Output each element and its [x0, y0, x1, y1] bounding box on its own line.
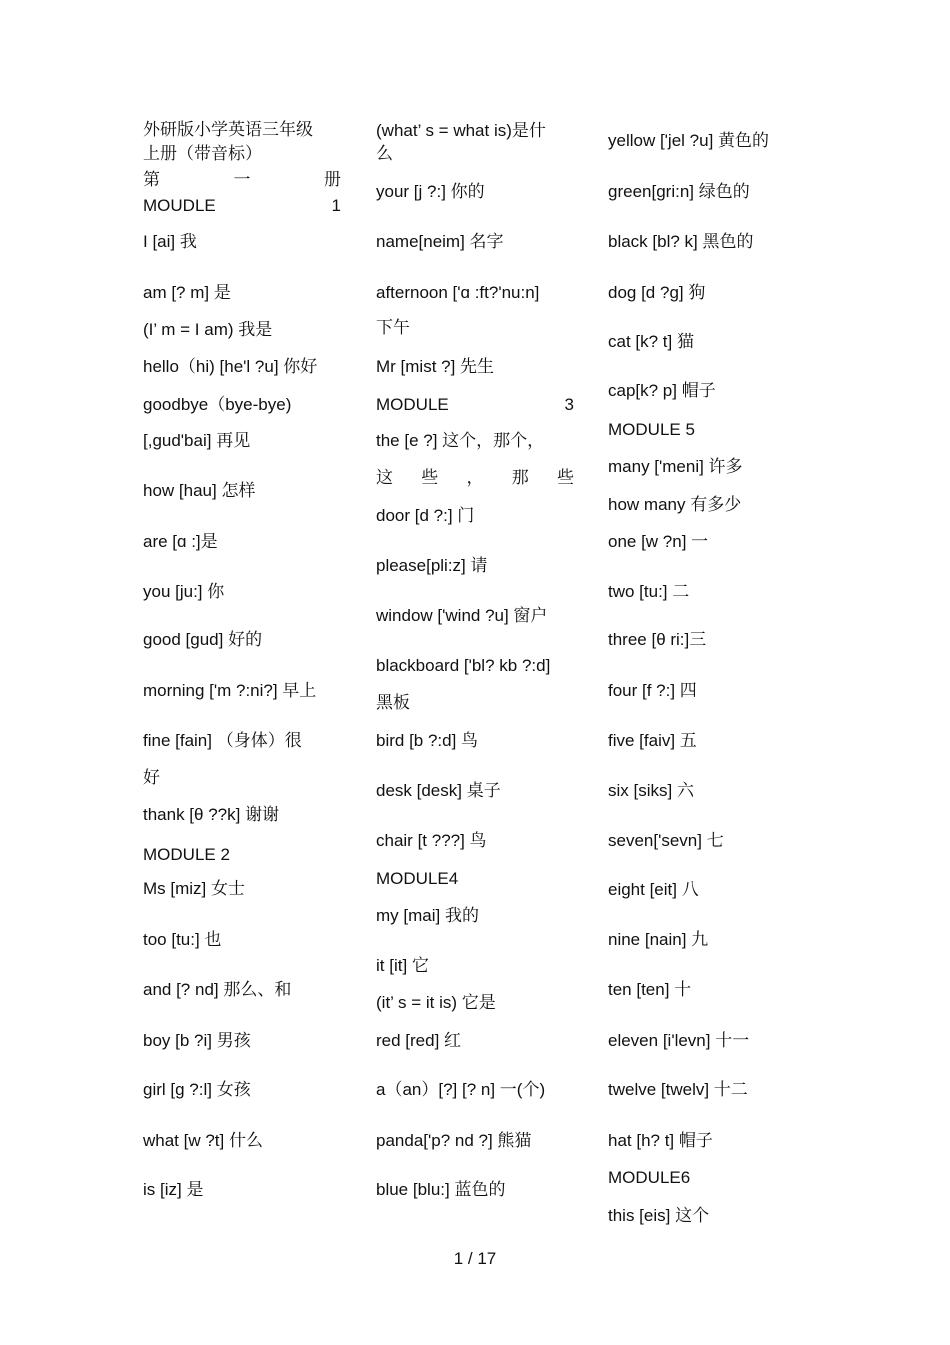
vocab-entry: panda['p? nd ?] 熊猫	[376, 1131, 532, 1150]
vocab-entry: desk [desk] 桌子	[376, 781, 501, 800]
vocab-entry: one [w ?n] 一	[608, 532, 709, 551]
volume-heading-part: 册	[324, 170, 341, 189]
vocab-entry: and [? nd] 那么、和	[143, 980, 292, 999]
vocab-char: 这	[376, 468, 393, 487]
vocab-entry: yellow ['jel ?u] 黄色的	[608, 131, 770, 150]
volume-heading	[143, 169, 341, 191]
vocab-entry: dog [d ?g] 狗	[608, 283, 706, 302]
vocab-entry: green[gri:n] 绿色的	[608, 182, 750, 201]
vocab-entry: hat [h? t] 帽子	[608, 1131, 713, 1150]
vocab-entry: a（an）[?] [? n] 一(个)	[376, 1080, 546, 1099]
module-heading: MODULE4	[376, 869, 459, 888]
vocab-entry: two [tu:] 二	[608, 582, 690, 601]
module-heading-number: 1	[331, 196, 341, 215]
vocab-entry: thank [θ ??k] 谢谢	[143, 805, 280, 824]
vocab-entry: three [θ ri:]三	[608, 630, 707, 649]
module-heading: MODULE 5	[608, 420, 695, 439]
vocab-entry: seven['sevn] 七	[608, 831, 724, 850]
vocab-entry: blackboard ['bl? kb ?:d]	[376, 656, 551, 675]
vocab-entry: black [bl? k] 黑色的	[608, 232, 754, 251]
vocab-char: ，	[466, 468, 484, 487]
module-heading-number: 3	[564, 395, 574, 414]
module-heading	[143, 195, 341, 217]
vocab-entry: are [ɑ :]是	[143, 532, 218, 551]
vocab-char: 那	[511, 468, 529, 487]
module-heading: MODULE 2	[143, 845, 230, 864]
vocab-entry: chair [t ???] 鸟	[376, 831, 487, 850]
vocab-entry: nine [nain] 九	[608, 930, 709, 949]
vocab-entry: door [d ?:] 门	[376, 506, 475, 525]
module-heading-label: MOUDLE	[143, 196, 216, 215]
vocab-entry: is [iz] 是	[143, 1180, 204, 1199]
vocab-entry: please[pli:z] 请	[376, 556, 488, 575]
vocab-entry: am [? m] 是	[143, 283, 231, 302]
module-heading	[376, 394, 574, 416]
vocab-entry: window ['wind ?u] 窗户	[376, 606, 548, 625]
vocab-entry: it [it] 它	[376, 956, 429, 975]
vocab-entry: six [siks] 六	[608, 781, 694, 800]
module-heading: MODULE6	[608, 1168, 691, 1187]
vocab-entry: red [red] 红	[376, 1031, 462, 1050]
vocab-entry: you [ju:] 你	[143, 582, 225, 601]
vocab-entry: 么	[376, 144, 393, 163]
vocab-entry: name[neim] 名字	[376, 232, 504, 251]
volume-heading-part: 第	[143, 170, 160, 189]
document-title-line-2: 上册（带音标）	[143, 144, 262, 163]
vocab-entry: 下午	[376, 318, 410, 337]
vocab-entry: too [tu:] 也	[143, 930, 222, 949]
vocab-entry: eight [eit] 八	[608, 880, 699, 899]
vocab-entry: blue [blu:] 蓝色的	[376, 1180, 506, 1199]
vocab-entry: four [f ?:] 四	[608, 681, 697, 700]
vocab-entry: twelve [twelv] 十二	[608, 1080, 748, 1099]
vocab-entry: 黑板	[376, 693, 410, 712]
vocab-entry: [,gud'bai] 再见	[143, 431, 251, 450]
volume-heading-part: 一	[233, 170, 251, 189]
vocab-entry: your [j ?:] 你的	[376, 182, 485, 201]
vocab-entry: what [w ?t] 什么	[143, 1131, 263, 1150]
vocab-entry: ten [ten] 十	[608, 980, 692, 999]
vocab-entry: Ms [miz] 女士	[143, 879, 245, 898]
vocab-entry: (I’ m = I am) 我是	[143, 320, 273, 339]
vocab-char: 些	[557, 468, 574, 487]
document-title-line-1: 外研版小学英语三年级	[143, 120, 313, 139]
vocab-entry: morning ['m ?:ni?] 早上	[143, 681, 317, 700]
vocab-entry: cat [k? t] 猫	[608, 332, 694, 351]
vocab-entry: good [gud] 好的	[143, 630, 263, 649]
vocab-entry: how [hau] 怎样	[143, 481, 256, 500]
vocab-entry: hello（hi) [he'l ?u] 你好	[143, 357, 318, 376]
vocab-entry: eleven [i'levn] 十一	[608, 1031, 750, 1050]
vocab-entry: Mr [mist ?] 先生	[376, 357, 495, 376]
vocab-entry: how many 有多少	[608, 495, 742, 514]
vocab-entry: afternoon ['ɑ :ft?'nu:n]	[376, 283, 540, 302]
vocab-entry: goodbye（bye-bye)	[143, 395, 292, 414]
vocab-entry: I [ai] 我	[143, 232, 197, 251]
vocab-entry: (it’ s = it is) 它是	[376, 993, 496, 1012]
vocab-entry: bird [b ?:d] 鸟	[376, 731, 479, 750]
module-heading-label: MODULE	[376, 395, 449, 414]
vocab-entry: (what’ s = what is)是什	[376, 121, 546, 140]
vocab-entry-these-those	[376, 467, 574, 489]
vocab-entry: the [e ?] 这个，那个，	[376, 431, 545, 450]
vocab-entry: my [mai] 我的	[376, 906, 479, 925]
vocab-entry: girl [g ?:l] 女孩	[143, 1080, 251, 1099]
vocab-entry: fine [fain] （身体）很	[143, 731, 302, 750]
vocab-char: 些	[421, 468, 439, 487]
vocab-entry: cap[k? p] 帽子	[608, 381, 716, 400]
vocab-entry: this [eis] 这个	[608, 1206, 710, 1225]
vocab-entry: five [faiv] 五	[608, 731, 697, 750]
vocab-entry: many ['meni] 许多	[608, 457, 743, 476]
vocab-entry: 好	[143, 768, 160, 787]
page-number: 1 / 17	[453, 1249, 497, 1268]
vocab-entry: boy [b ?i] 男孩	[143, 1031, 251, 1050]
